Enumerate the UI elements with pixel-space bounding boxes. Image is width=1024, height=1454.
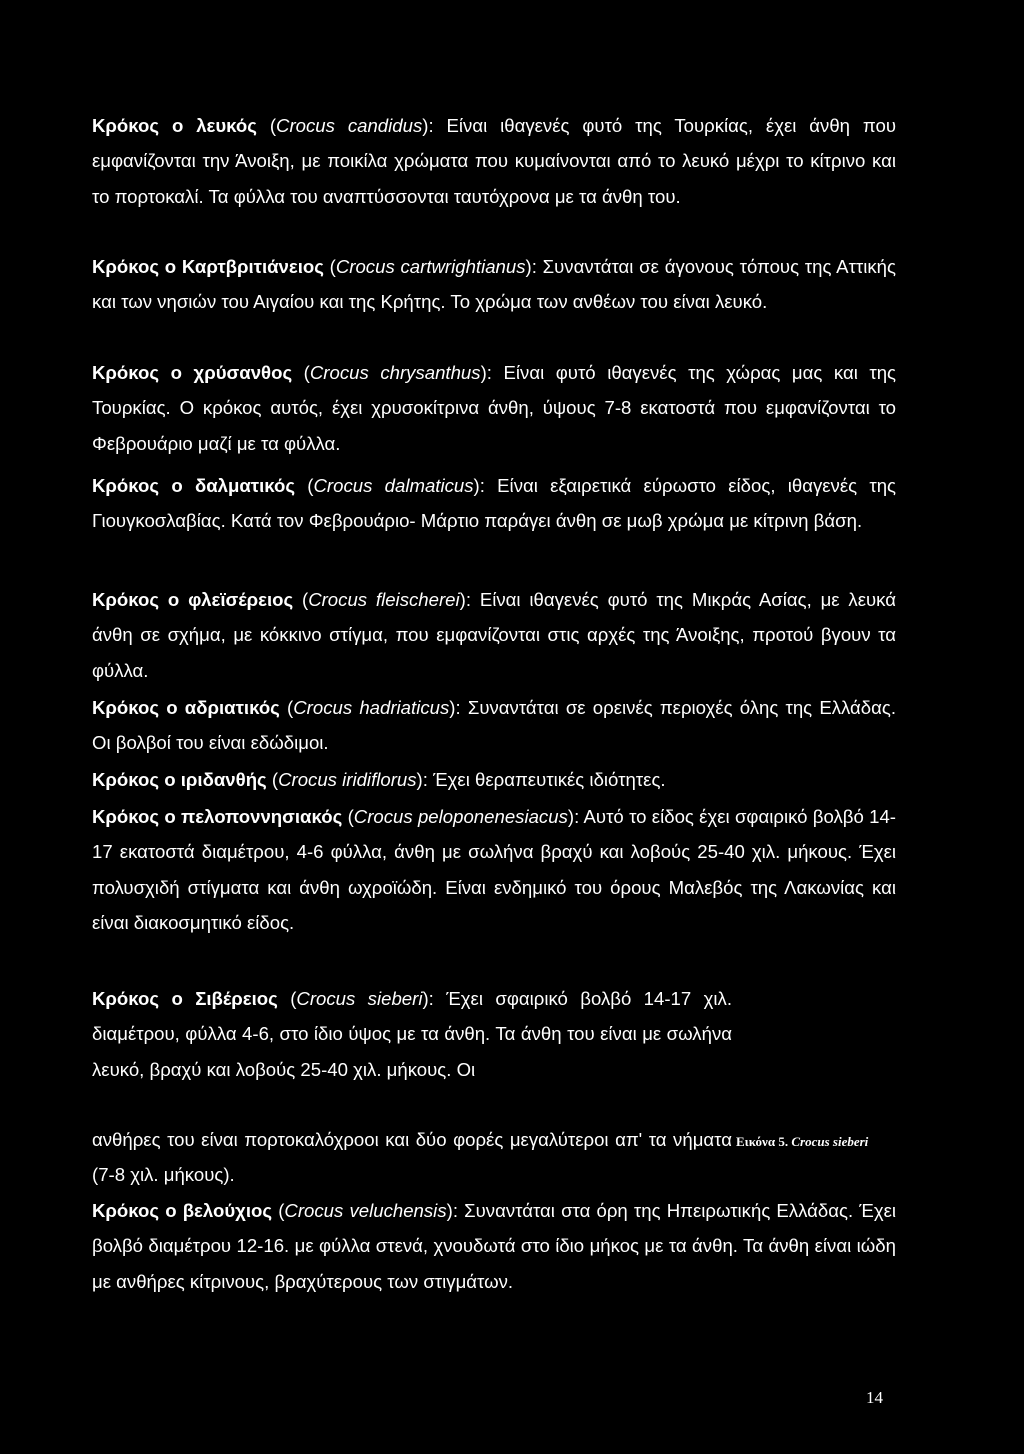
figure-label: Εικόνα 5.: [736, 1134, 789, 1149]
species-description: Συναντάται σε ορεινές περιοχές όλης της Ελλάδας. Οι βολβοί του είναι εδώδιμοι.: [92, 697, 897, 754]
latin-name: Crocus hadriaticus: [293, 697, 450, 718]
entry-crocus-iridiflorus: Κρόκος ο ιριδανθής (Crocus iridiflorus): Έχει θεραπευτικές ιδιότητες.: [92, 769, 666, 790]
entry-crocus-fleischerei: Κρόκος ο φλεϊσέρειος (Crocus fleischerei): Είναι ιθαγενές φυτό της Μικράς Ασίας, με λευκά άνθη σε σχήμα, με κόκκινο στίγμα, που εμφανίζονται στις αρχές της Άνοιξης, προτού βγουν τα φύλλα.: [92, 589, 896, 681]
entry-crocus-cartwrightianus: Κρόκος ο Καρτβριτιάνειος (Crocus cartwrightianus): Συναντάται σε άγονους τόπους της Αττικής και των νησιών του Αιγαίου και της Κρήτης. Το χρώμα των ανθέων του είναι λευκό.: [92, 256, 896, 313]
entry-crocus-sieberi-continuation: [92, 1122, 732, 1193]
species-description: Είναι ιθαγενές φυτό της Τουρκίας, έχει άνθη που εμφανίζονται την Άνοιξη, με ποικίλα χρώματα που κυμαίνονται από το λευκό μέχρι το κίτρινο και το πορτοκαλί. Τα φύλλα του αναπτύσσονται ταυτόχρονα με τα άνθη του.: [92, 115, 896, 207]
species-name: Κρόκος ο πελοποννησιακός: [92, 806, 343, 827]
entry-crocus-hadriaticus: Κρόκος ο αδριατικός (Crocus hadriaticus): Συναντάται σε ορεινές περιοχές όλης της Ελλάδας. Οι βολβοί του είναι εδώδιμοι.: [92, 697, 897, 754]
species-description-continued: ανθήρες του είναι πορτοκαλόχροοι και δύο φορές μεγαλύτεροι απ' τα νήματα (7-8 χιλ. μήκους).: [92, 1129, 732, 1186]
latin-name: Crocus candidus: [276, 115, 423, 136]
species-name: Κρόκος ο φλεϊσέρειος: [92, 589, 294, 610]
species-description: Συναντάται σε άγονους τόπους της Αττικής και των νησιών του Αιγαίου και της Κρήτης. Το χρώμα των ανθέων του είναι λευκό.: [92, 256, 896, 313]
species-name: Κρόκος ο Σιβέρειος: [92, 988, 278, 1009]
latin-name: Crocus sieberi: [296, 988, 423, 1009]
latin-name: Crocus iridiflorus: [278, 769, 417, 790]
entry-crocus-chrysanthus: Κρόκος ο χρύσανθος (Crocus chrysanthus): Είναι φυτό ιθαγενές της χώρας μας και της Τουρκίας. Ο κρόκος αυτός, έχει χρυσοκίτρινα άνθη, ύψους 7-8 εκατοστά που εμφανίζονται το Φεβρουάριο μαζί με τα φύλλα.: [92, 362, 897, 454]
species-description: Είναι ιθαγενές φυτό της Μικράς Ασίας, με λευκά άνθη σε σχήμα, με κόκκινο στίγμα, που εμφανίζονται στις αρχές της Άνοιξης, προτού βγουν τα φύλλα.: [92, 589, 896, 681]
latin-name: Crocus peloponenesiacus: [353, 806, 568, 827]
species-description: Είναι εξαιρετικά εύρωστο είδος, ιθαγενές της Γιουγκοσλαβίας. Κατά τον Φεβρουάριο- Μάρτιο παράγει άνθη σε μωβ χρώμα με κίτρινη βάση.: [92, 475, 897, 532]
latin-name: Crocus fleischerei: [308, 589, 460, 610]
latin-name: Crocus dalmaticus: [313, 475, 474, 496]
species-description: Έχει σφαιρικό βολβό 14-17 χιλ. διαμέτρου, φύλλα 4-6, στο ίδιο ύψος με τα άνθη. Τα άνθη του είναι με σωλήνα λευκό, βραχύ και λοβούς 25-40 χιλ. μήκους. Οι: [92, 988, 732, 1080]
species-name: Κρόκος ο χρύσανθος: [92, 362, 293, 383]
species-description: Είναι φυτό ιθαγενές της χώρας μας και της Τουρκίας. Ο κρόκος αυτός, έχει χρυσοκίτρινα άνθη, ύψους 7-8 εκατοστά που εμφανίζονται το Φεβρουάριο μαζί με τα φύλλα.: [92, 362, 897, 454]
page-number: 14: [866, 1388, 883, 1407]
species-name: Κρόκος ο λευκός: [92, 115, 257, 136]
entry-crocus-peloponenesiacus: Κρόκος ο πελοποννησιακός (Crocus peloponenesiacus): Αυτό το είδος έχει σφαιρικό βολβό 14-17 εκατοστά διαμέτρου, 4-6 φύλλα, άνθη με σωλήνα βραχύ και λοβούς 25-40 χιλ. μήκους. Έχει πολυσχιδή στίγματα και άνθη ωχροϊώδη. Είναι ενδημικό του όρους Μαλεβός της Λακωνίας και είναι διακοσμητικό είδος.: [92, 806, 896, 933]
latin-name: Crocus cartwrightianus: [335, 256, 526, 277]
figure-caption: [736, 1132, 868, 1152]
species-description: Έχει θεραπευτικές ιδιότητες.: [433, 769, 666, 790]
species-name: Κρόκος ο δαλματικός: [92, 475, 296, 496]
figure-species: Crocus sieberi: [791, 1134, 869, 1149]
entry-crocus-veluchensis: Κρόκος ο βελούχιος (Crocus veluchensis): Συναντάται στα όρη της Ηπειρωτικής Ελλάδας. Έχει βολβό διαμέτρου 12-16. με φύλλα στενά, χνουδωτά στο ίδιο μήκος με τα άνθη. Τα άνθη είναι ιώδη με ανθήρες κίτρινους, βραχύτερους των στιγμάτων.: [92, 1200, 897, 1292]
species-description: Αυτό το είδος έχει σφαιρικό βολβό 14-17 εκατοστά διαμέτρου, 4-6 φύλλα, άνθη με σωλήνα βραχύ και λοβούς 25-40 χιλ. μήκους. Έχει πολυσχιδή στίγματα και άνθη ωχροϊώδη. Είναι ενδημικό του όρους Μαλεβός της Λακωνίας και είναι διακοσμητικό είδος.: [92, 806, 896, 933]
species-description: Συναντάται στα όρη της Ηπειρωτικής Ελλάδας. Έχει βολβό διαμέτρου 12-16. με φύλλα στενά, χνουδωτά στο ίδιο μήκος με τα άνθη. Τα άνθη είναι ιώδη με ανθήρες κίτρινους, βραχύτερους των στιγμάτων.: [92, 1200, 897, 1292]
entry-crocus-sieberi: Κρόκος ο Σιβέρειος (Crocus sieberi): Έχει σφαιρικό βολβό 14-17 χιλ. διαμέτρου, φύλλα 4-6, στο ίδιο ύψος με τα άνθη. Τα άνθη του είναι με σωλήνα λευκό, βραχύ και λοβούς 25-40 χιλ. μήκους. Οι: [92, 988, 732, 1080]
species-name: Κρόκος ο Καρτβριτιάνειος: [92, 256, 324, 277]
species-name: Κρόκος ο βελούχιος: [92, 1200, 273, 1221]
entry-crocus-dalmaticus: Κρόκος ο δαλματικός (Crocus dalmaticus): Είναι εξαιρετικά εύρωστο είδος, ιθαγενές της Γιουγκοσλαβίας. Κατά τον Φεβρουάριο- Μάρτιο παράγει άνθη σε μωβ χρώμα με κίτρινη βάση.: [92, 475, 897, 532]
entry-crocus-candidus: Κρόκος ο λευκός (Crocus candidus): Είναι ιθαγενές φυτό της Τουρκίας, έχει άνθη που εμφανίζονται την Άνοιξη, με ποικίλα χρώματα που κυμαίνονται από το λευκό μέχρι το κίτρινο και το πορτοκαλί. Τα φύλλα του αναπτύσσονται ταυτόχρονα με τα άνθη του.: [92, 115, 896, 207]
species-name: Κρόκος ο αδριατικός: [92, 697, 280, 718]
latin-name: Crocus chrysanthus: [309, 362, 481, 383]
latin-name: Crocus veluchensis: [284, 1200, 447, 1221]
species-name: Κρόκος ο ιριδανθής: [92, 769, 267, 790]
